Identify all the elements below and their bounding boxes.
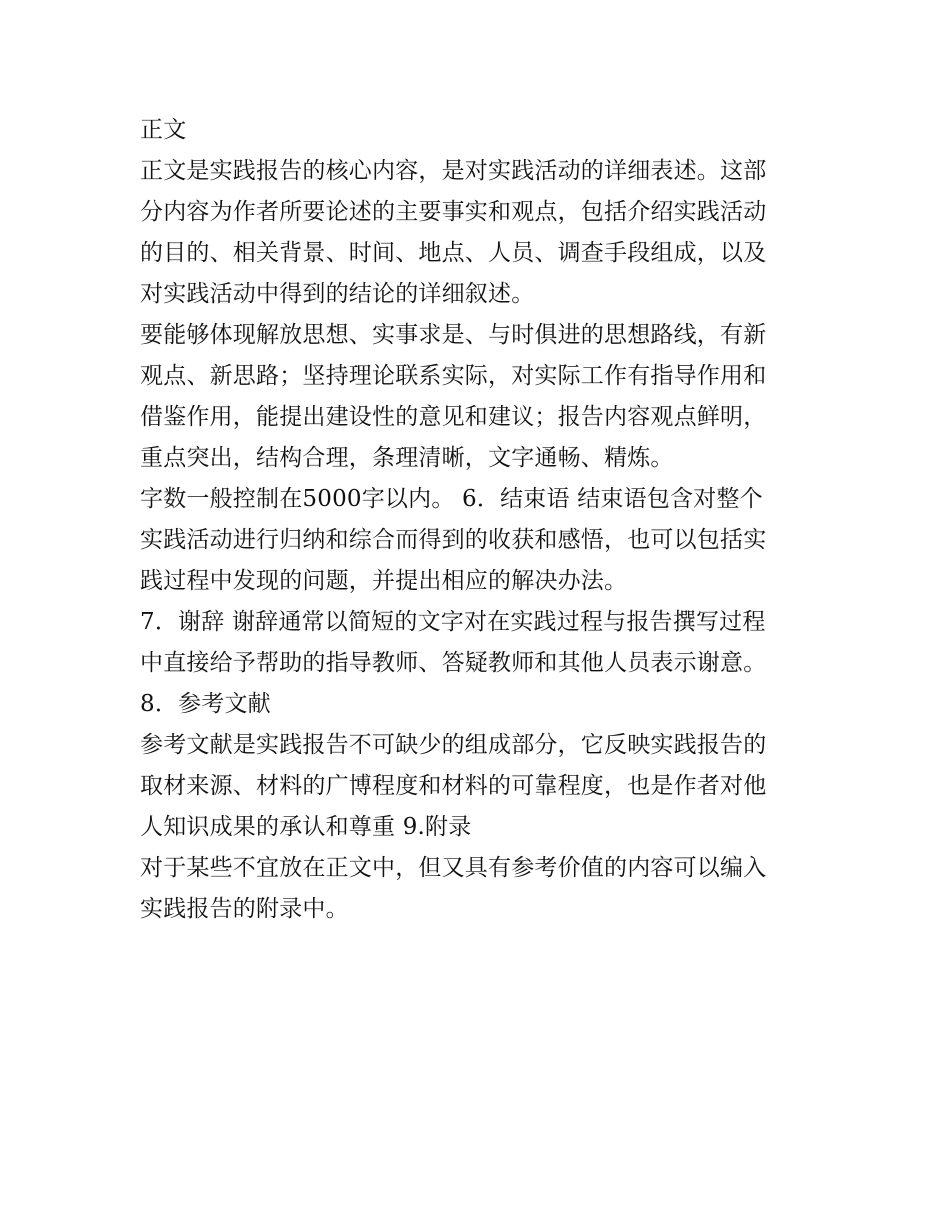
document-page (140, 110, 820, 930)
text-line: 借鉴作用，能提出建设性的意见和建议；报告内容观点鲜明， (140, 404, 767, 430)
section-heading: 正文 (140, 117, 187, 143)
section-heading: 8．参考文献 (140, 691, 271, 717)
text-line: 的目的、相关背景、时间、地点、人员、调查手段组成，以及 (140, 240, 767, 266)
text-line: 观点、新思路；坚持理论联系实际，对实际工作有指导作用和 (140, 363, 767, 389)
text-line: 实践活动进行归纳和综合而得到的收获和感悟，也可以包括实 (140, 527, 767, 553)
text-line: 对实践活动中得到的结论的详细叙述。 (140, 281, 535, 307)
text-line: 人知识成果的承认和尊重 9.附录 (140, 814, 472, 840)
text-line: 正文是实践报告的核心内容，是对实践活动的详细表述。这部 (140, 158, 767, 184)
text-line: 践过程中发现的问题，并提出相应的解决办法。 (140, 568, 628, 594)
text-line: 参考文献是实践报告不可缺少的组成部分，它反映实践报告的 (140, 732, 767, 758)
text-line: 7．谢辞 谢辞通常以简短的文字对在实践过程与报告撰写过程 (140, 609, 766, 635)
text-line: 对于某些不宜放在正文中，但又具有参考价值的内容可以编入 (140, 855, 767, 881)
text-line: 中直接给予帮助的指导教师、答疑教师和其他人员表示谢意。 (140, 650, 767, 676)
text-line: 重点突出，结构合理，条理清晰，文字通畅、精炼。 (140, 445, 674, 471)
text-line: 要能够体现解放思想、实事求是、与时俱进的思想路线，有新 (140, 322, 767, 348)
text-line: 字数一般控制在5000字以内。 6．结束语 结束语包含对整个 (140, 486, 763, 512)
text-line: 实践报告的附录中。 (140, 896, 349, 922)
text-line: 分内容为作者所要论述的主要事实和观点，包括介绍实践活动 (140, 199, 767, 225)
text-line: 取材来源、材料的广博程度和材料的可靠程度，也是作者对他 (140, 773, 767, 799)
